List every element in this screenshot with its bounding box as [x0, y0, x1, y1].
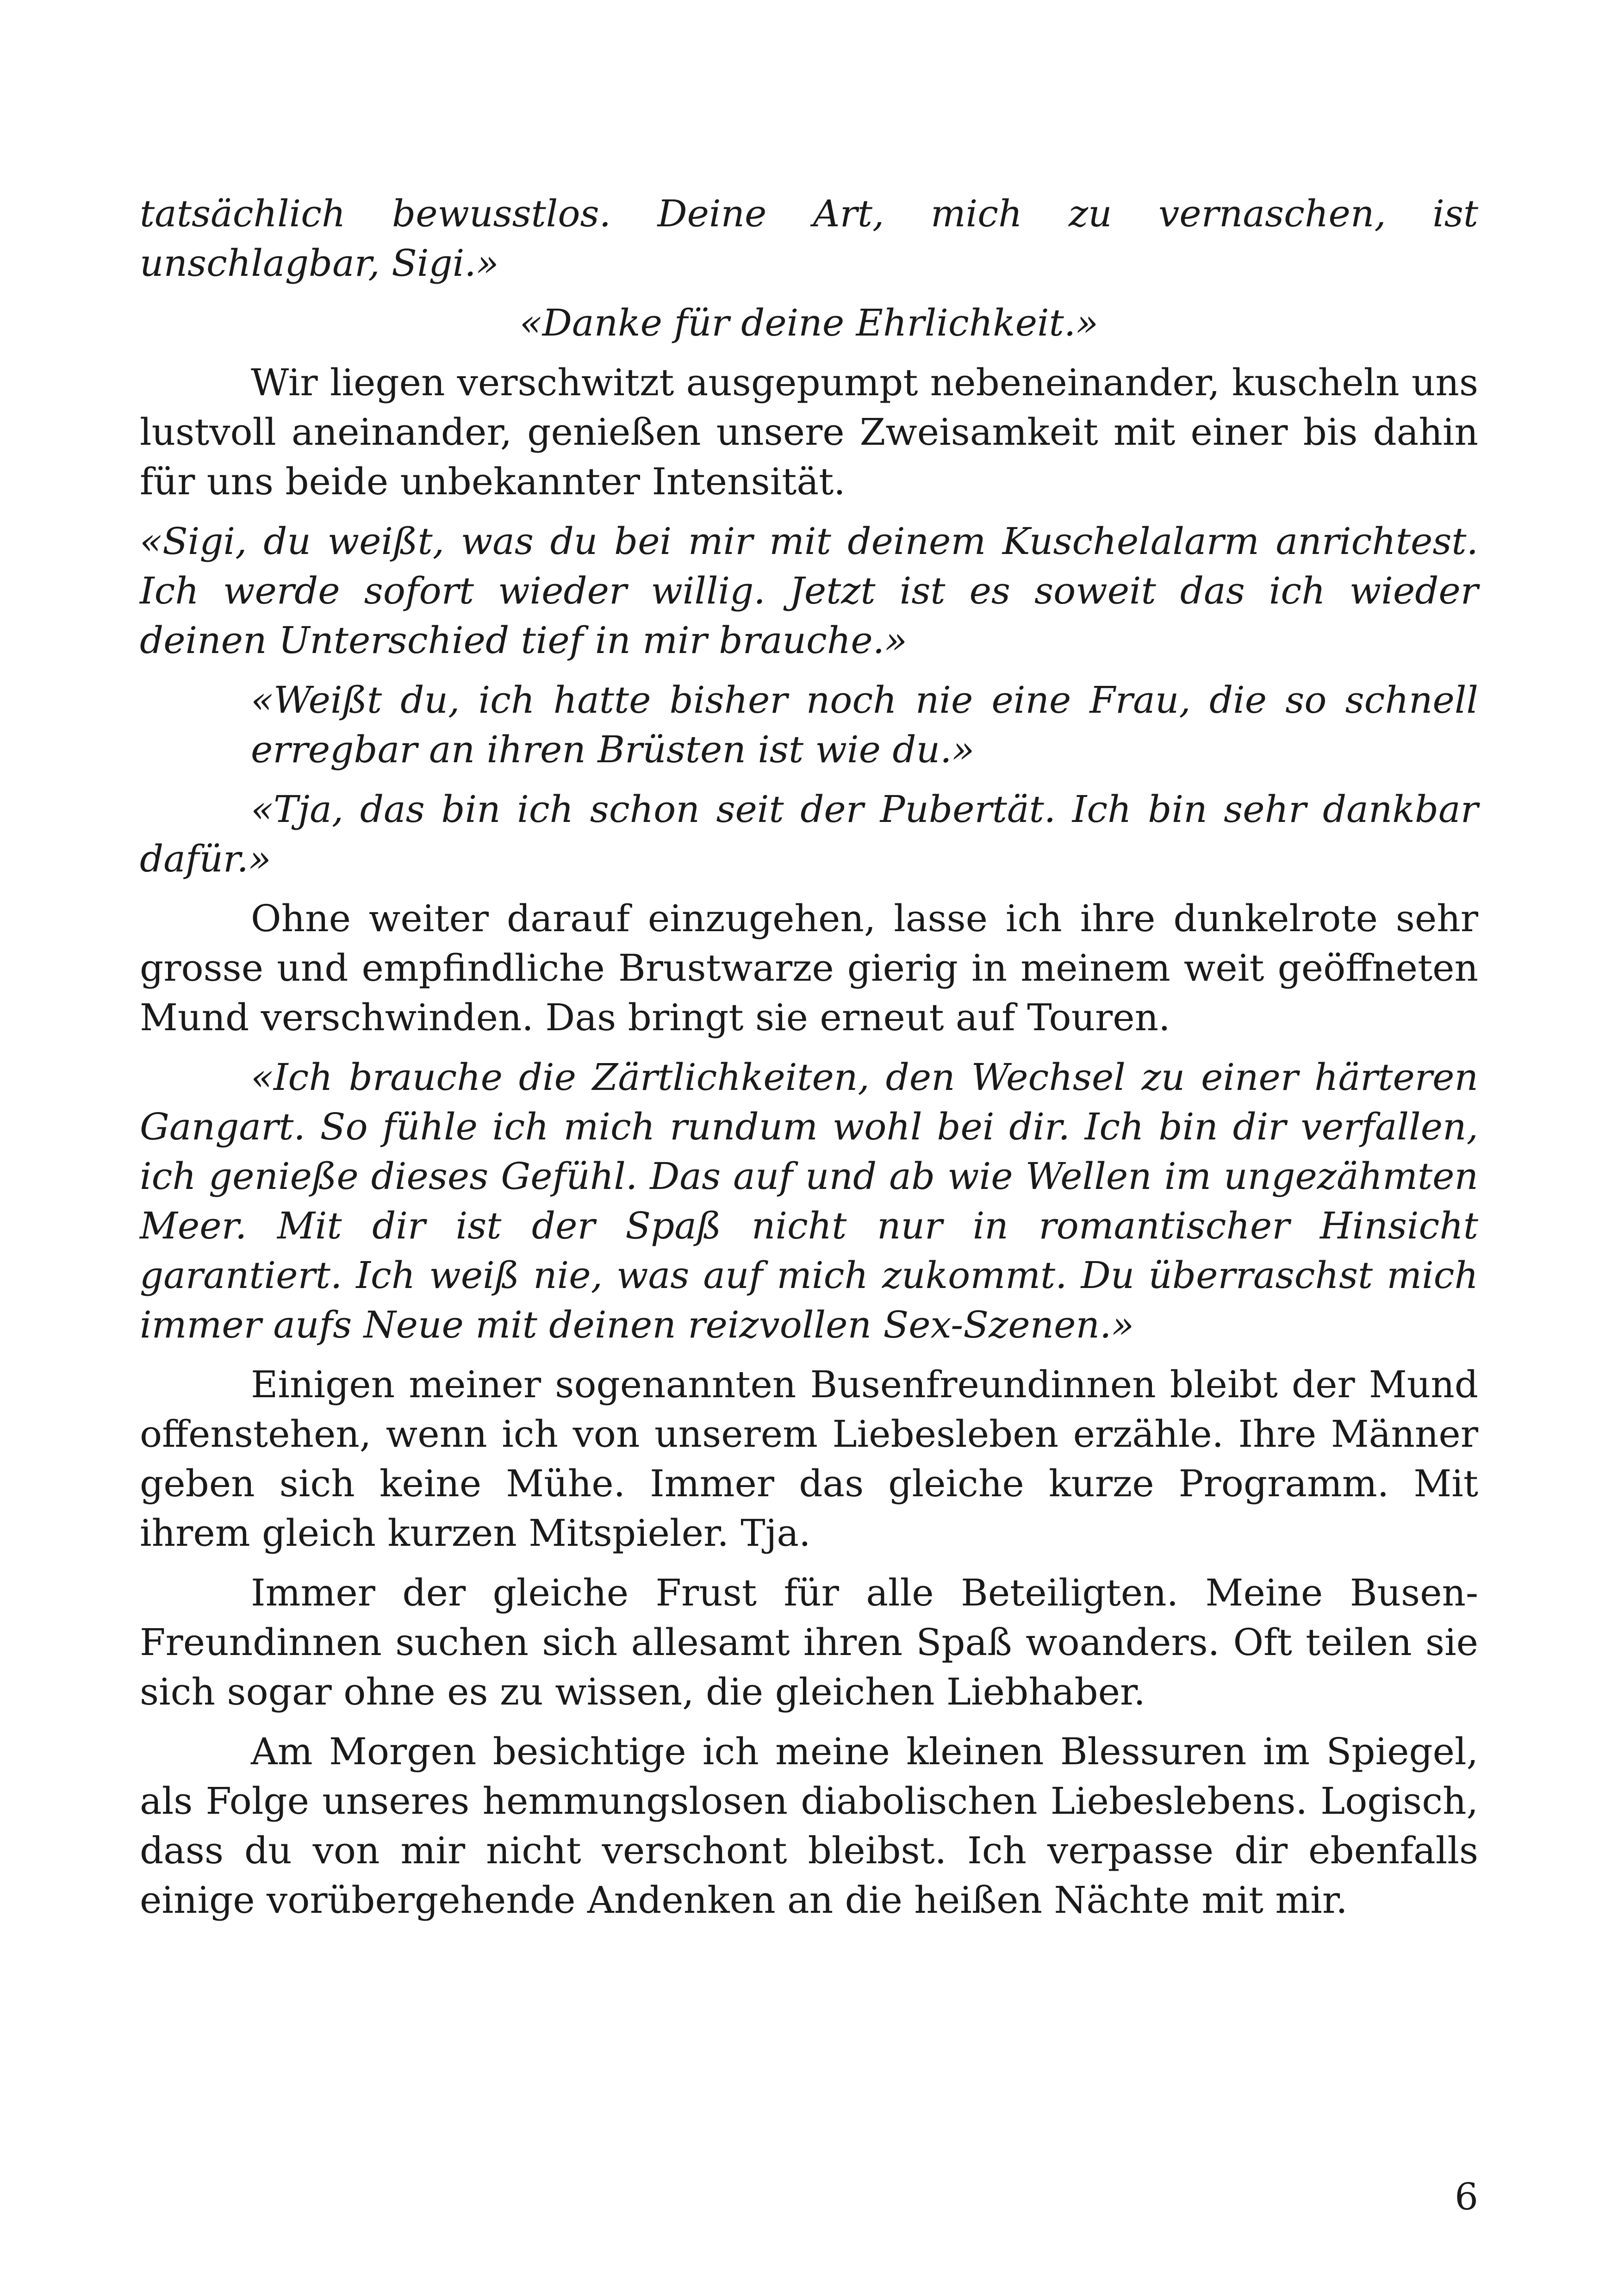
paragraph-11: Am Morgen besichtige ich meine kleinen Blessuren im Spiegel, als Folge unseres hemmungslosen diabolischen Liebeslebens. Logisch, dass du von mir nicht verschont bleibst. Ich verpasse dir ebenfalls einige vorübergehende Andenken an die heißen Nächte mit mir.	[140, 1730, 1478, 1922]
paragraph-6: «Tja, das bin ich schon seit der Pubertät. Ich bin sehr dankbar dafür.»	[140, 788, 1478, 880]
paragraph-4: «Sigi, du weißt, was du bei mir mit deinem Kuschelalarm anrichtest. Ich werde sofort wieder willig. Jetzt ist es soweit das ich wieder deinen Unterschied tief in mir brauche.»	[140, 520, 1478, 662]
paragraph-7: Ohne weiter darauf einzugehen, lasse ich ihre dunkelrote sehr grosse und empfindliche Brustwarze gierig in meinem weit geöffneten Mund verschwinden. Das bringt sie erneut auf Touren.	[140, 897, 1478, 1039]
paragraph-5: «Weißt du, ich hatte bisher noch nie eine Frau, die so schnell erregbar an ihren Brüsten ist wie du.»	[251, 678, 1478, 771]
page-body	[140, 189, 1478, 1925]
paragraph-10: Immer der gleiche Frust für alle Beteiligten. Meine Busen-Freundinnen suchen sich allesamt ihren Spaß woanders. Oft teilen sie sich sogar ohne es zu wissen, die gleichen Liebhaber.	[140, 1571, 1478, 1713]
paragraph-2: «Danke für deine Ehrlichkeit.»	[519, 301, 1099, 344]
paragraph-9: Einigen meiner sogenannten Busenfreundinnen bleibt der Mund offenstehen, wenn ich von unserem Liebesleben erzähle. Ihre Männer geben sich keine Mühe. Immer das gleiche kurze Programm. Mit ihrem gleich kurzen Mitspieler. Tja.	[140, 1363, 1478, 1555]
page-number: 6	[1455, 2175, 1478, 2218]
paragraph-8: «Ich brauche die Zärtlichkeiten, den Wechsel zu einer härteren Gangart. So fühle ich mich rundum wohl bei dir. Ich bin dir verfallen, ich genieße dieses Gefühl. Das auf und ab wie Wellen im ungezähmten Meer. Mit dir ist der Spaß nicht nur in romantischer Hinsicht garantiert. Ich weiß nie, was auf mich zukommt. Du überraschst mich immer aufs Neue mit deinen reizvollen Sex-Szenen.»	[140, 1056, 1478, 1346]
paragraph-3: Wir liegen verschwitzt ausgepumpt nebeneinander, kuscheln uns lustvoll aneinander, genießen unsere Zweisamkeit mit einer bis dahin für uns beide unbekannter Intensität.	[140, 361, 1478, 503]
paragraph-1: tatsächlich bewusstlos. Deine Art, mich zu vernaschen, ist unschlagbar, Sigi.»	[140, 192, 1478, 285]
